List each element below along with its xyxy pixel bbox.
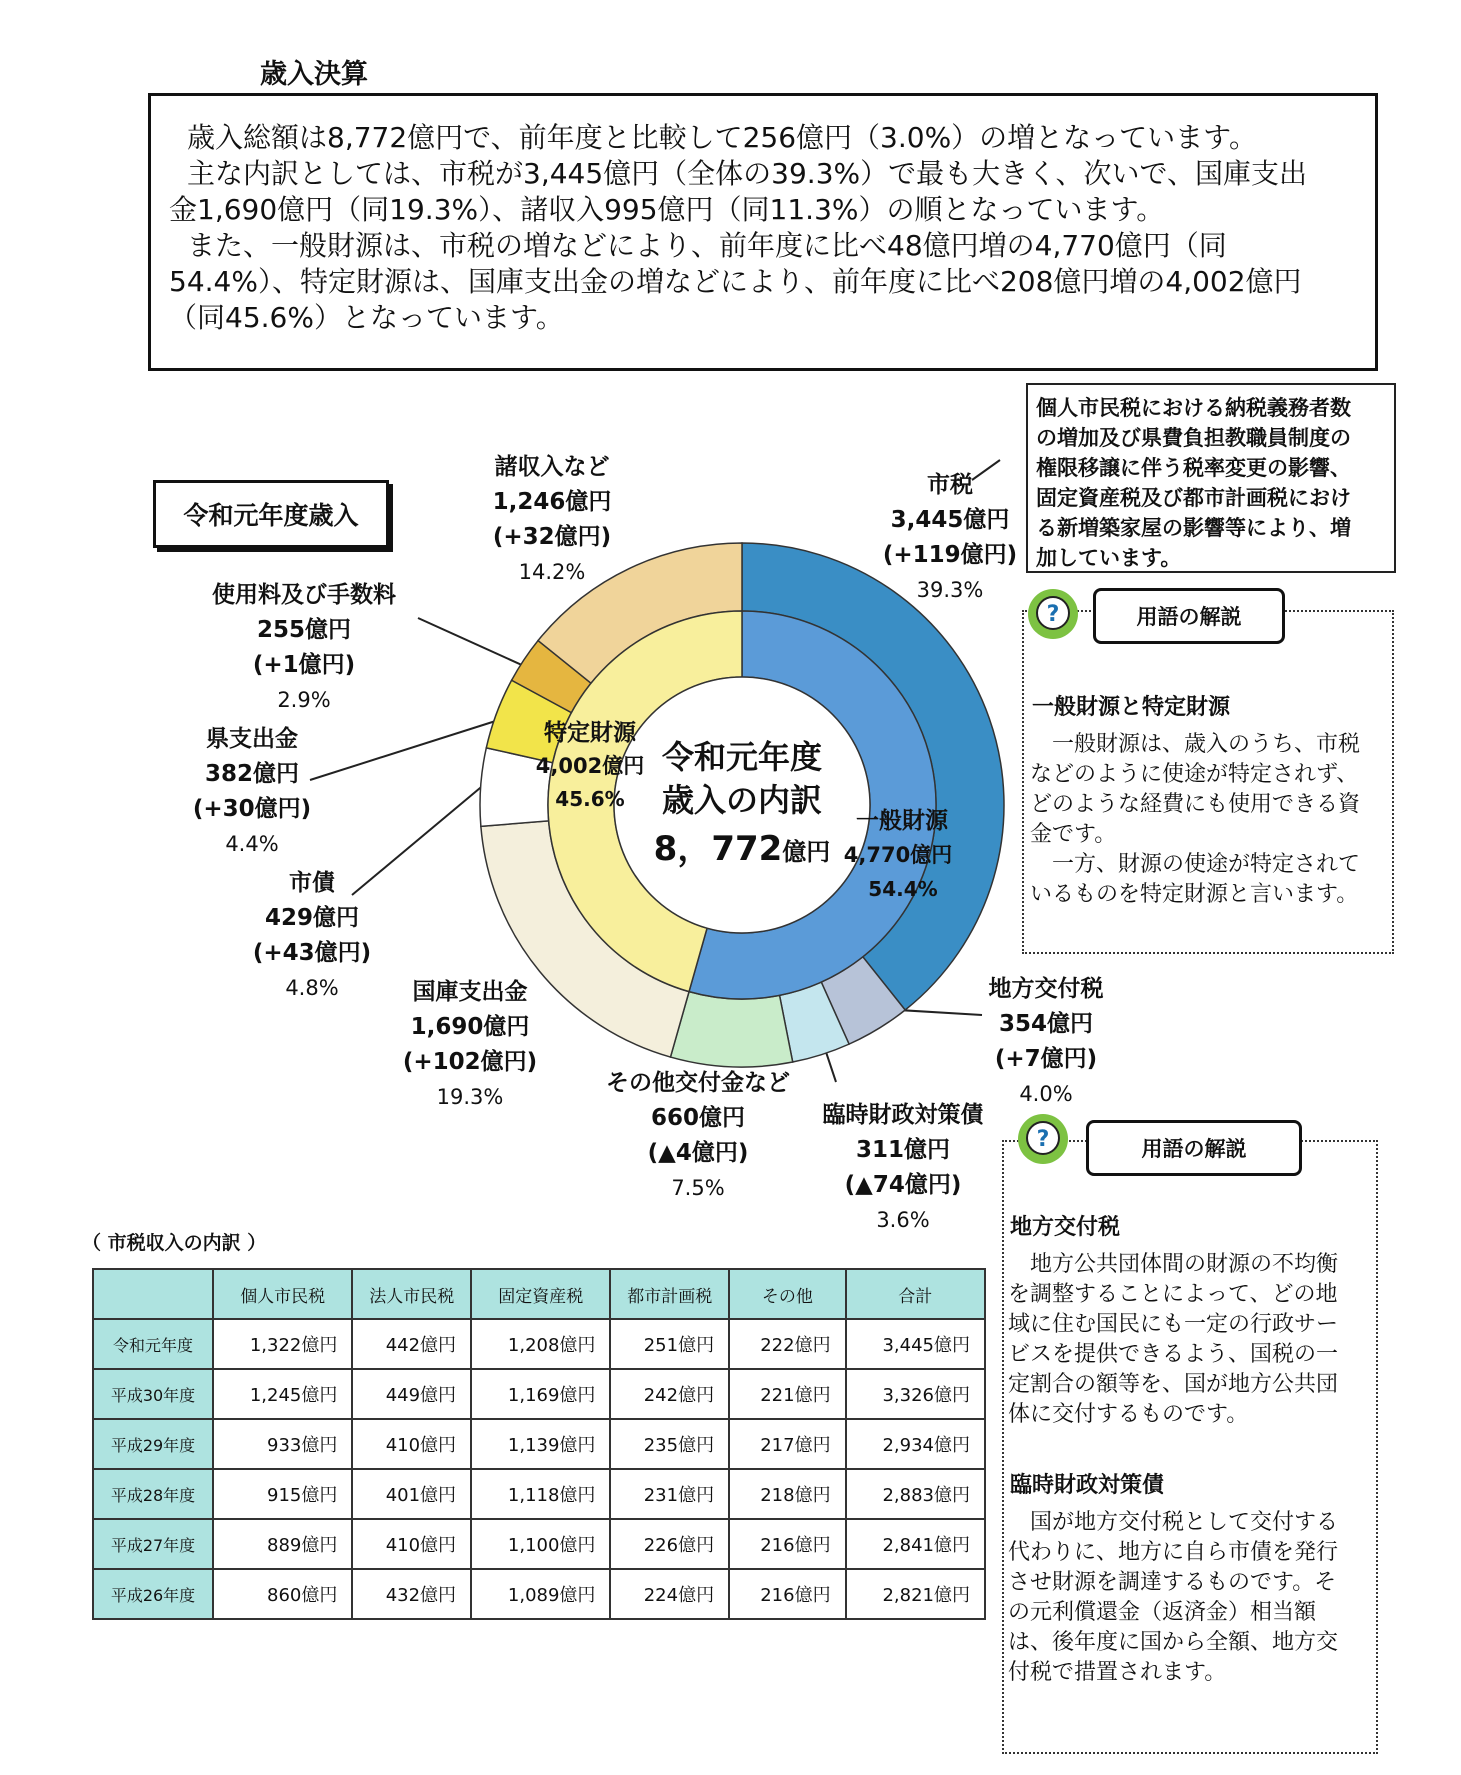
label-name: 地方交付税 bbox=[988, 976, 1104, 1002]
table-cell: 401億円 bbox=[352, 1469, 471, 1519]
column-header: 固定資産税 bbox=[471, 1269, 610, 1319]
label-pct: 19.3% bbox=[436, 1085, 504, 1109]
shizei-callout bbox=[1026, 383, 1396, 573]
term-line: 体に交付するものです。 bbox=[1008, 1402, 1249, 1427]
term-line: 一般財源は、歳入のうち、市税 bbox=[1030, 732, 1361, 757]
table-cell: 449億円 bbox=[352, 1369, 471, 1419]
label-name: 県支出金 bbox=[206, 726, 298, 752]
table-header-row bbox=[93, 1269, 985, 1319]
table-corner bbox=[93, 1269, 213, 1319]
label-pct: 3.6% bbox=[876, 1208, 930, 1232]
term-tag: 用語の解説 bbox=[1093, 588, 1285, 644]
table-cell: 410億円 bbox=[352, 1519, 471, 1569]
row-header: 令和元年度 bbox=[93, 1319, 213, 1369]
label-amount: 1,246億円 bbox=[492, 489, 612, 515]
term-line: 地方公共団体間の財源の不均衡 bbox=[1008, 1252, 1339, 1277]
term-line: させ財源を調達するものです。そ bbox=[1008, 1570, 1337, 1595]
term-body bbox=[1008, 1508, 1338, 1688]
center-total-number: 8，772 bbox=[653, 829, 783, 869]
table-cell: 432億円 bbox=[352, 1569, 471, 1619]
column-header: 合計 bbox=[846, 1269, 985, 1319]
label-amount: 382億円 bbox=[204, 761, 299, 787]
callout-line: 個人市民税における納税義務者数 bbox=[1036, 396, 1351, 420]
row-header: 平成27年度 bbox=[93, 1519, 213, 1569]
center-title-line2: 歳入の内訳 bbox=[661, 781, 823, 819]
table-cell: 1,139億円 bbox=[471, 1419, 610, 1469]
table-cell: 226億円 bbox=[610, 1519, 729, 1569]
label-change: (+43億円) bbox=[252, 940, 372, 966]
table-row bbox=[93, 1519, 985, 1569]
table-cell: 889億円 bbox=[213, 1519, 352, 1569]
term-line: は、後年度に国から全額、地方交 bbox=[1008, 1630, 1339, 1655]
table-cell: 3,326億円 bbox=[846, 1369, 985, 1419]
svg-text:?: ? bbox=[1046, 602, 1060, 627]
question-bubble-icon bbox=[1016, 1112, 1070, 1166]
term-line: 定割合の額等を、国が地方公共団 bbox=[1008, 1372, 1339, 1397]
term-tag: 用語の解説 bbox=[1086, 1120, 1302, 1176]
table-cell: 1,208億円 bbox=[471, 1319, 610, 1369]
term-line: 国が地方交付税として交付する bbox=[1008, 1510, 1339, 1535]
callout-line: の増加及び県費負担教職員制度の bbox=[1036, 426, 1351, 450]
table-cell: 216億円 bbox=[729, 1519, 845, 1569]
table-cell: 251億円 bbox=[610, 1319, 729, 1369]
table-cell: 217億円 bbox=[729, 1419, 845, 1469]
table-cell: 224億円 bbox=[610, 1569, 729, 1619]
inner-label-pct-tokutei: 45.6% bbox=[555, 787, 625, 811]
row-header: 平成26年度 bbox=[93, 1569, 213, 1619]
chart-title: 令和元年度歳入 bbox=[153, 480, 389, 548]
label-amount: 660億円 bbox=[650, 1105, 745, 1131]
table-cell: 235億円 bbox=[610, 1419, 729, 1469]
label-name: 国庫支出金 bbox=[412, 979, 528, 1005]
row-header: 平成29年度 bbox=[93, 1419, 213, 1469]
inner-label-amount-tokutei: 4,002億円 bbox=[535, 754, 645, 778]
table-cell: 1,118億円 bbox=[471, 1469, 610, 1519]
table-row bbox=[93, 1319, 985, 1369]
term-line: を調整することによって、どの地 bbox=[1008, 1282, 1338, 1307]
row-header: 平成28年度 bbox=[93, 1469, 213, 1519]
table-cell: 915億円 bbox=[213, 1469, 352, 1519]
leader-line bbox=[310, 718, 505, 780]
table-cell: 1,089億円 bbox=[471, 1569, 610, 1619]
label-change: (▲4億円) bbox=[647, 1140, 749, 1166]
summary-line: 歳入総額は8,772億円で、前年度と比較して256億円（3.0%）の増となっています。 bbox=[187, 121, 1257, 154]
label-change: (+30億円) bbox=[192, 796, 312, 822]
table-cell: 410億円 bbox=[352, 1419, 471, 1469]
summary-line: 金1,690億円（同19.3%）、諸収入995億円（同11.3%）の順となっています。 bbox=[169, 193, 1165, 226]
label-amount: 1,690億円 bbox=[410, 1014, 530, 1040]
term-heading: 地方交付税 bbox=[1010, 1215, 1121, 1240]
label-pct: 4.4% bbox=[225, 832, 279, 856]
table-cell: 1,169億円 bbox=[471, 1369, 610, 1419]
term-line: 代わりに、地方に自ら市債を発行 bbox=[1008, 1540, 1339, 1565]
term-line: 金です。 bbox=[1030, 822, 1117, 847]
label-name: 市税 bbox=[927, 472, 973, 498]
inner-label-pct-ippan: 54.4% bbox=[868, 877, 938, 901]
table-row bbox=[93, 1419, 985, 1469]
term-line: どのような経費にも使用できる資 bbox=[1030, 792, 1361, 817]
table-cell: 2,934億円 bbox=[846, 1419, 985, 1469]
table-cell: 216億円 bbox=[729, 1569, 845, 1619]
table-cell: 222億円 bbox=[729, 1319, 845, 1369]
term-line: ビスを提供できるよう、国税の一 bbox=[1008, 1342, 1339, 1367]
term-body bbox=[1030, 730, 1360, 910]
term-line: 付税で措置されます。 bbox=[1008, 1660, 1227, 1685]
table-cell: 1,100億円 bbox=[471, 1519, 610, 1569]
tax-breakdown-table bbox=[92, 1268, 986, 1620]
column-header: 法人市民税 bbox=[352, 1269, 471, 1319]
svg-text:?: ? bbox=[1036, 1127, 1050, 1152]
column-header: 個人市民税 bbox=[213, 1269, 352, 1319]
label-change: (+1億円) bbox=[252, 652, 356, 678]
leader-line bbox=[352, 778, 492, 895]
label-pct: 4.0% bbox=[1019, 1082, 1073, 1106]
label-change: (+119億円) bbox=[882, 542, 1018, 568]
summary-line: （同45.6%）となっています。 bbox=[169, 301, 564, 334]
callout-line: る新増築家屋の影響等により、増 bbox=[1036, 516, 1351, 540]
table-cell: 2,821億円 bbox=[846, 1569, 985, 1619]
section-title: 歳入決算 bbox=[260, 59, 368, 90]
table-row bbox=[93, 1569, 985, 1619]
tax-table-caption: （ 市税収入の内訳 ） bbox=[82, 1232, 267, 1254]
table-cell: 933億円 bbox=[213, 1419, 352, 1469]
summary-line: 主な内訳としては、市税が3,445億円（全体の39.3%）で最も大きく、次いで、国庫支出 bbox=[187, 157, 1307, 190]
label-amount: 3,445億円 bbox=[890, 507, 1010, 533]
column-header: 都市計画税 bbox=[610, 1269, 729, 1319]
table-cell: 2,883億円 bbox=[846, 1469, 985, 1519]
table-cell: 1,322億円 bbox=[213, 1319, 352, 1369]
label-pct: 2.9% bbox=[277, 688, 331, 712]
center-total-unit: 億円 bbox=[782, 838, 831, 866]
center-title-line1: 令和元年度 bbox=[661, 738, 823, 776]
inner-label-name-ippan: 一般財源 bbox=[856, 808, 948, 834]
callout-line: 固定資産税及び都市計画税におけ bbox=[1036, 486, 1351, 510]
label-pct: 14.2% bbox=[518, 560, 586, 584]
label-amount: 255億円 bbox=[256, 617, 351, 643]
term-heading: 一般財源と特定財源 bbox=[1032, 695, 1231, 720]
term-line: 一方、財源の使途が特定されて bbox=[1030, 852, 1361, 877]
table-cell: 860億円 bbox=[213, 1569, 352, 1619]
label-name: 市債 bbox=[289, 870, 335, 896]
label-pct: 4.8% bbox=[285, 976, 339, 1000]
label-change: (+32億円) bbox=[492, 524, 612, 550]
label-name: その他交付金など bbox=[606, 1070, 790, 1096]
table-cell: 442億円 bbox=[352, 1319, 471, 1369]
inner-label-name-tokutei: 特定財源 bbox=[544, 720, 636, 746]
summary-line: また、一般財源は、市税の増などにより、前年度に比べ48億円増の4,770億円（同 bbox=[187, 229, 1227, 262]
table-cell: 221億円 bbox=[729, 1369, 845, 1419]
label-amount: 311億円 bbox=[855, 1137, 950, 1163]
term-line: いるものを特定財源と言います。 bbox=[1030, 882, 1359, 907]
table-cell: 218億円 bbox=[729, 1469, 845, 1519]
label-name: 諸収入など bbox=[494, 454, 610, 480]
term-box-ippan bbox=[1022, 610, 1394, 954]
term-box-kofuzei bbox=[1002, 1140, 1378, 1754]
term-line: などのように使途が特定されず、 bbox=[1030, 762, 1359, 787]
table-cell: 231億円 bbox=[610, 1469, 729, 1519]
callout-line: 加しています。 bbox=[1036, 546, 1182, 570]
label-amount: 429億円 bbox=[264, 905, 359, 931]
inner-label-amount-ippan: 4,770億円 bbox=[843, 843, 953, 867]
column-header: その他 bbox=[729, 1269, 845, 1319]
table-row bbox=[93, 1369, 985, 1419]
table-cell: 3,445億円 bbox=[846, 1319, 985, 1369]
label-change: (+7億円) bbox=[994, 1046, 1098, 1072]
table-cell: 242億円 bbox=[610, 1369, 729, 1419]
question-bubble-icon bbox=[1026, 587, 1080, 641]
term-line: の元利償還金（返済金）相当額 bbox=[1008, 1600, 1317, 1625]
row-header: 平成30年度 bbox=[93, 1369, 213, 1419]
label-pct: 7.5% bbox=[671, 1176, 725, 1200]
tax-table-caption-text: 市税収入の内訳 bbox=[107, 1232, 241, 1254]
callout-line: 権限移譲に伴う税率変更の影響、 bbox=[1036, 456, 1351, 480]
table-cell: 1,245億円 bbox=[213, 1369, 352, 1419]
label-name: 使用料及び手数料 bbox=[212, 582, 396, 608]
label-change: (+102億円) bbox=[402, 1049, 538, 1075]
outer-slice-3 bbox=[670, 992, 792, 1067]
term-heading: 臨時財政対策債 bbox=[1010, 1473, 1165, 1498]
summary-line: 54.4%）、特定財源は、国庫支出金の増などにより、前年度に比べ208億円増の4,002億円 bbox=[169, 265, 1302, 298]
label-amount: 354億円 bbox=[998, 1011, 1093, 1037]
term-body bbox=[1008, 1250, 1338, 1430]
table-row bbox=[93, 1469, 985, 1519]
label-change: (▲74億円) bbox=[844, 1172, 962, 1198]
label-pct: 39.3% bbox=[916, 578, 984, 602]
table-cell: 2,841億円 bbox=[846, 1519, 985, 1569]
label-name: 臨時財政対策債 bbox=[822, 1102, 984, 1128]
term-line: 域に住む国民にも一定の行政サー bbox=[1008, 1312, 1339, 1337]
